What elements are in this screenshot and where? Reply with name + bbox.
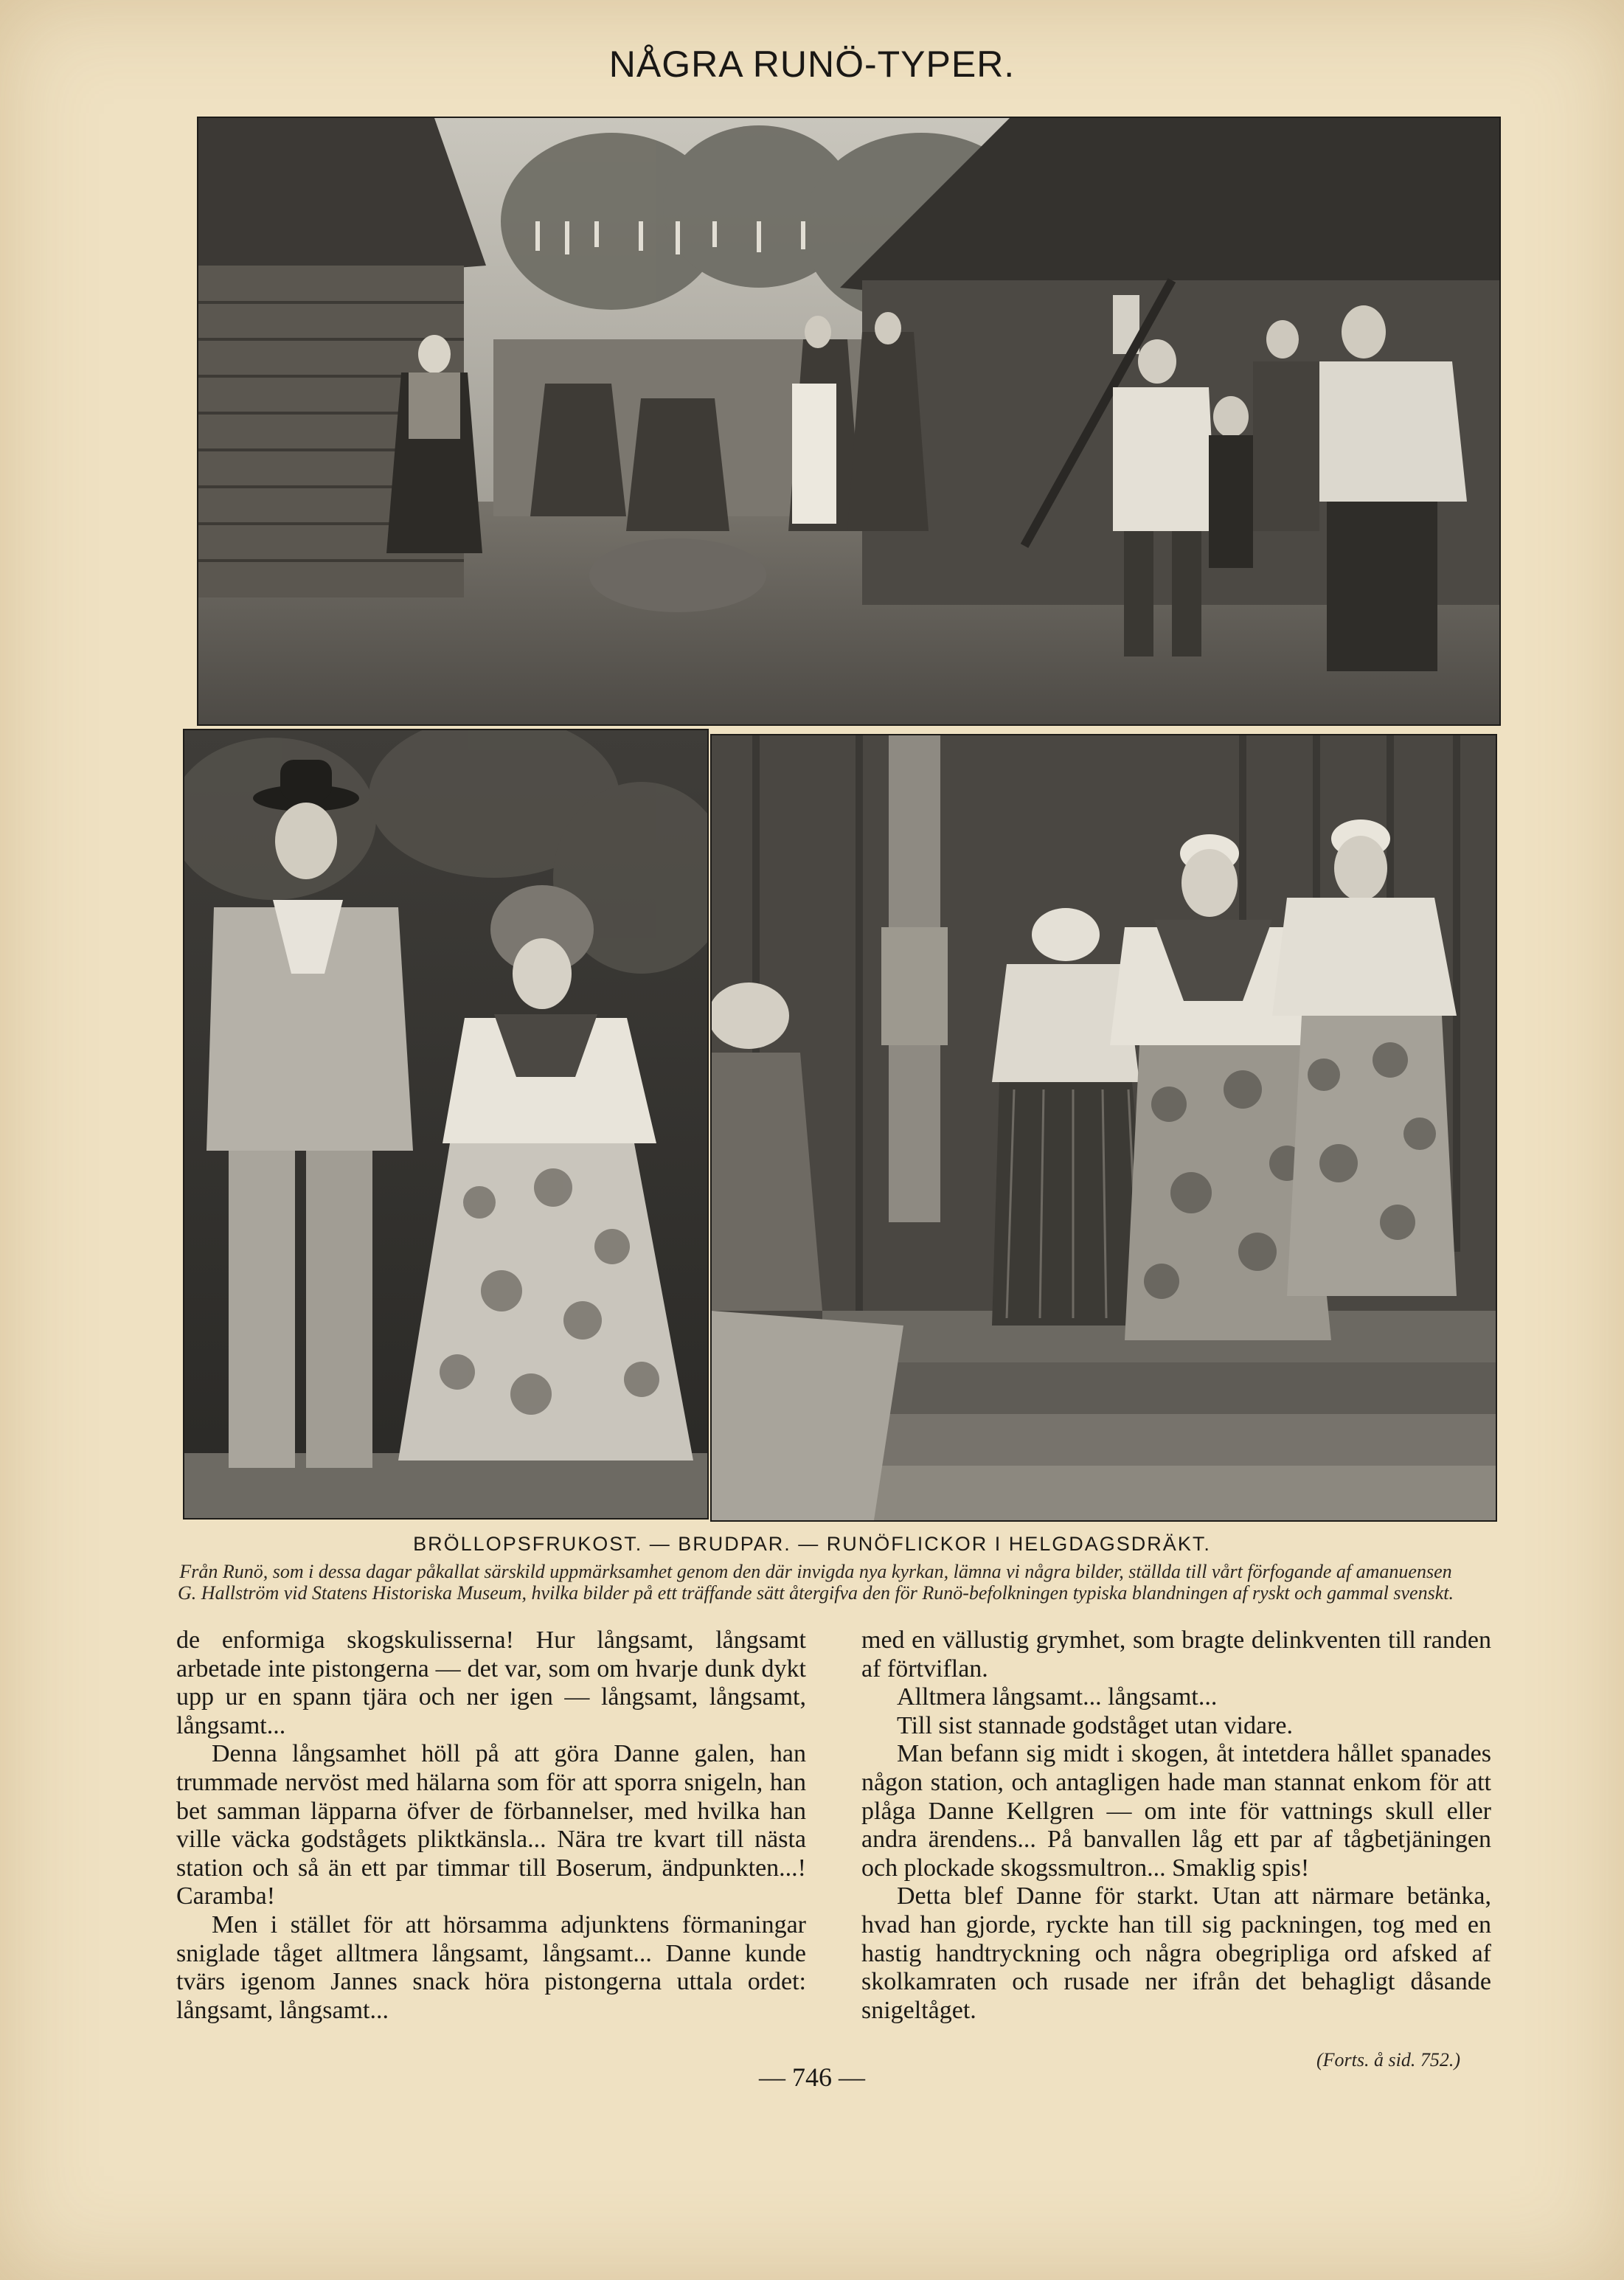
continuation-note: (Forts. å sid. 752.) [1316,2049,1460,2071]
text-column-left [176,1626,806,2025]
text-column-right [861,1626,1491,2025]
photo-caption-heading: BRÖLLOPSFRUKOST. — BRUDPAR. — RUNÖFLICKOR I HELGDAGSDRÄKT. [413,1533,1211,1555]
photo-caption-body: Från Runö, som i dessa dagar påkallat särskild uppmärksamhet genom den där invigda nya kyrkan, lämna vi några bilder, ställda till vårt förfogande af amanuensen G. Hallström vid Statens Historiska Museum, hvilka bilder på ett träffande sätt återgifva den för Runö-befolkningen typiska blandningen af ryskt och gammal svenskt. [178,1561,1454,1604]
paragraph: Till sist stannade godståget utan vidare. [897,1711,1294,1739]
page-number: — 746 — [759,2062,865,2092]
paragraph: med en vällustig grymhet, som bragte delinkventen till randen af förtviflan. [861,1626,1491,1683]
paragraph: Men i stället för att hörsamma adjunktens förmaningar sniglade tåget alltmera långsamt, långsamt... Danne kunde tvärs igenom Jannes snack höra pistongerna uttala ordet: långsamt, långsamt... [176,1910,806,2024]
photo-bridal-couple [183,729,709,1520]
paragraph: Man befann sig midt i skogen, åt intetdera hållet spanades någon station, och antagligen hade man stannat enkom för att plåga Danne Kellgren — om inte för vattnings skull eller andra ärendens... På banvallen låg ett par af tågbetjäningen och plockade skogssmultron... Smaklig spis! [861,1740,1491,1882]
paragraph: Alltmera långsamt... långsamt... [897,1683,1218,1711]
paragraph: Detta blef Danne för starkt. Utan att närmare betänka, hvad han gjorde, ryckte han till sig packningen, tog med en hastig handtryckning och några obegripliga ord afsked af skolkamraten och rusade ner ifrån det behagligt dåsande snigeltåget. [861,1882,1491,2024]
photo-wedding-breakfast [197,117,1501,726]
page-title: NÅGRA RUNÖ-TYPER. [608,44,1016,85]
paragraph: de enformiga skogskulisserna! Hur långsamt, långsamt arbetade inte pistongerna — det var, som om hvarje dunk dykt upp ur en spann tjära och ner igen — långsamt, långsamt, långsamt... [176,1626,806,1739]
photo-runo-girls-holiday-dress [710,734,1497,1522]
paragraph: Denna långsamhet höll på att göra Danne galen, han trummade nervöst med hälarna som för att sporra snigeln, han bet samman läpparna öfver de förbannelser, med hvilka han ville väcka godstågets pliktkänsla... Nära tre kvart till nästa station och så än ett par timmar till Boserum, ändpunkten...! Caramba! [176,1740,806,1910]
